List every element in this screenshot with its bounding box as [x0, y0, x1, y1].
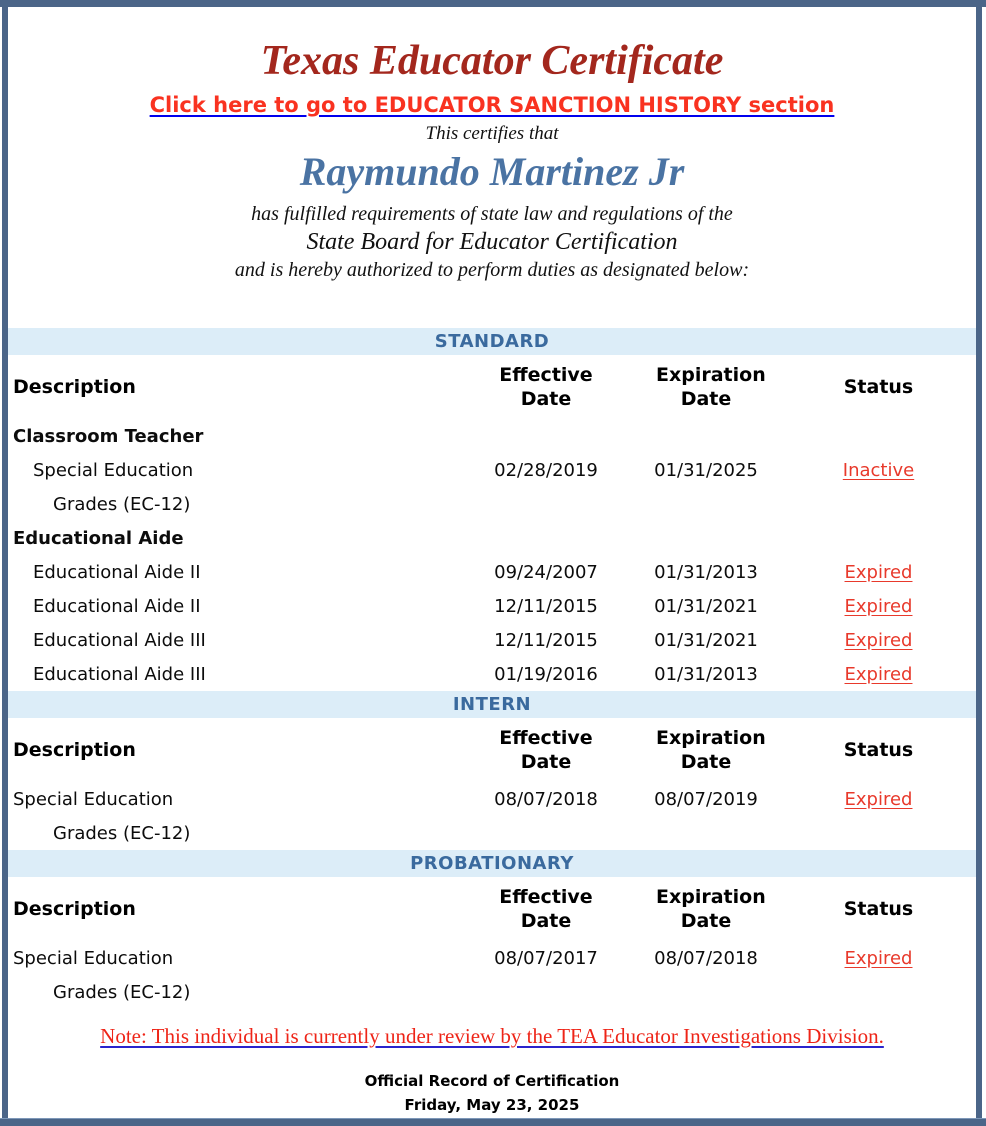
- row-description: Educational Aide II: [33, 561, 201, 583]
- section-header-bar: [8, 691, 976, 718]
- row-expiration-date: 01/31/2025: [654, 459, 758, 481]
- column-header-description: Description: [13, 898, 136, 920]
- column-header-description: Description: [13, 739, 136, 761]
- row-description: Educational Aide III: [33, 663, 206, 685]
- certificate-section: [8, 691, 976, 850]
- row-effective-date: 09/24/2007: [494, 561, 598, 583]
- column-header-effective-date: Effective Date: [499, 727, 593, 773]
- column-header-row: [8, 877, 976, 941]
- certificate-section: [8, 328, 976, 691]
- row-status-link[interactable]: Expired: [844, 947, 913, 969]
- certificate-holder-name: Raymundo Martinez Jr: [299, 149, 685, 194]
- row-status-link[interactable]: Inactive: [842, 459, 915, 481]
- footer-title: Official Record of Certification: [364, 1072, 620, 1090]
- row-description: Grades (EC-12): [53, 493, 191, 515]
- row-expiration-date: 01/31/2021: [654, 629, 758, 651]
- review-note-link[interactable]: Note: This individual is currently under review by the TEA Educator Investigations Division.: [100, 1024, 884, 1048]
- row-expiration-date: 08/07/2019: [654, 788, 758, 810]
- row-effective-date: 01/19/2016: [494, 663, 598, 685]
- table-row: [8, 453, 976, 487]
- row-expiration-date: 01/31/2013: [654, 561, 758, 583]
- row-expiration-date: 01/31/2013: [654, 663, 758, 685]
- row-status-link[interactable]: Expired: [844, 561, 913, 583]
- section-header-bar: [8, 850, 976, 877]
- row-effective-date: 08/07/2017: [494, 947, 598, 969]
- frame-right-border: [976, 7, 982, 1118]
- certifies-line: This certifies that: [425, 123, 559, 144]
- column-header-expiration-date: Expiration Date: [656, 886, 766, 932]
- row-description: Grades (EC-12): [53, 822, 191, 844]
- section-header-bar: [8, 328, 976, 355]
- row-description: Educational Aide: [13, 527, 184, 549]
- footer-date: Friday, May 23, 2025: [404, 1096, 580, 1114]
- row-description: Special Education: [33, 459, 194, 481]
- row-effective-date: 12/11/2015: [494, 629, 598, 651]
- row-description: Educational Aide II: [33, 595, 201, 617]
- fulfilled-line: has fulfilled requirements of state law and regulations of the: [251, 203, 733, 225]
- authorized-line: and is hereby authorized to perform duties as designated below:: [234, 259, 750, 281]
- sanction-history-link[interactable]: Click here to go to EDUCATOR SANCTION HISTORY section: [149, 93, 835, 117]
- table-row: [8, 419, 976, 453]
- page-title: Texas Educator Certificate: [260, 38, 724, 84]
- column-header-effective-date: Effective Date: [499, 886, 593, 932]
- row-status-link[interactable]: Expired: [844, 663, 913, 685]
- row-expiration-date: 08/07/2018: [654, 947, 758, 969]
- table-row: [8, 975, 976, 1009]
- row-description: Classroom Teacher: [13, 425, 204, 447]
- column-header-expiration-date: Expiration Date: [656, 727, 766, 773]
- column-header-row: [8, 355, 976, 419]
- sections: [8, 328, 976, 1009]
- column-header-effective-date: Effective Date: [499, 364, 593, 410]
- table-row: [8, 521, 976, 555]
- frame-bottom-strip: [0, 1118, 986, 1126]
- column-header-status: Status: [843, 376, 914, 398]
- row-description: Grades (EC-12): [53, 981, 191, 1003]
- row-description: Educational Aide III: [33, 629, 206, 651]
- section-rows: [8, 419, 976, 691]
- row-status-link[interactable]: Expired: [844, 595, 913, 617]
- footer: [8, 1069, 976, 1117]
- row-expiration-date: 01/31/2021: [654, 595, 758, 617]
- table-row: [8, 816, 976, 850]
- row-status-link[interactable]: Expired: [844, 629, 913, 651]
- section-rows: [8, 941, 976, 1009]
- table-row: [8, 623, 976, 657]
- table-row: [8, 941, 976, 975]
- column-header-expiration-date: Expiration Date: [656, 364, 766, 410]
- table-row: [8, 589, 976, 623]
- column-header-description: Description: [13, 376, 136, 398]
- column-header-row: [8, 718, 976, 782]
- column-header-status: Status: [843, 739, 914, 761]
- table-row: [8, 657, 976, 691]
- frame-top-strip: [0, 0, 986, 7]
- column-header-status: Status: [843, 898, 914, 920]
- table-row: [8, 487, 976, 521]
- row-effective-date: 12/11/2015: [494, 595, 598, 617]
- row-effective-date: 02/28/2019: [494, 459, 598, 481]
- row-description: Special Education: [13, 788, 174, 810]
- board-line: State Board for Educator Certification: [306, 229, 678, 255]
- certificate-section: [8, 850, 976, 1009]
- row-description: Special Education: [13, 947, 174, 969]
- row-effective-date: 08/07/2018: [494, 788, 598, 810]
- section-rows: [8, 782, 976, 850]
- certificate-page: [8, 7, 976, 1118]
- table-row: [8, 782, 976, 816]
- row-status-link[interactable]: Expired: [844, 788, 913, 810]
- section-title: STANDARD: [434, 331, 550, 352]
- section-title: PROBATIONARY: [410, 853, 574, 874]
- section-title: INTERN: [452, 694, 532, 715]
- table-row: [8, 555, 976, 589]
